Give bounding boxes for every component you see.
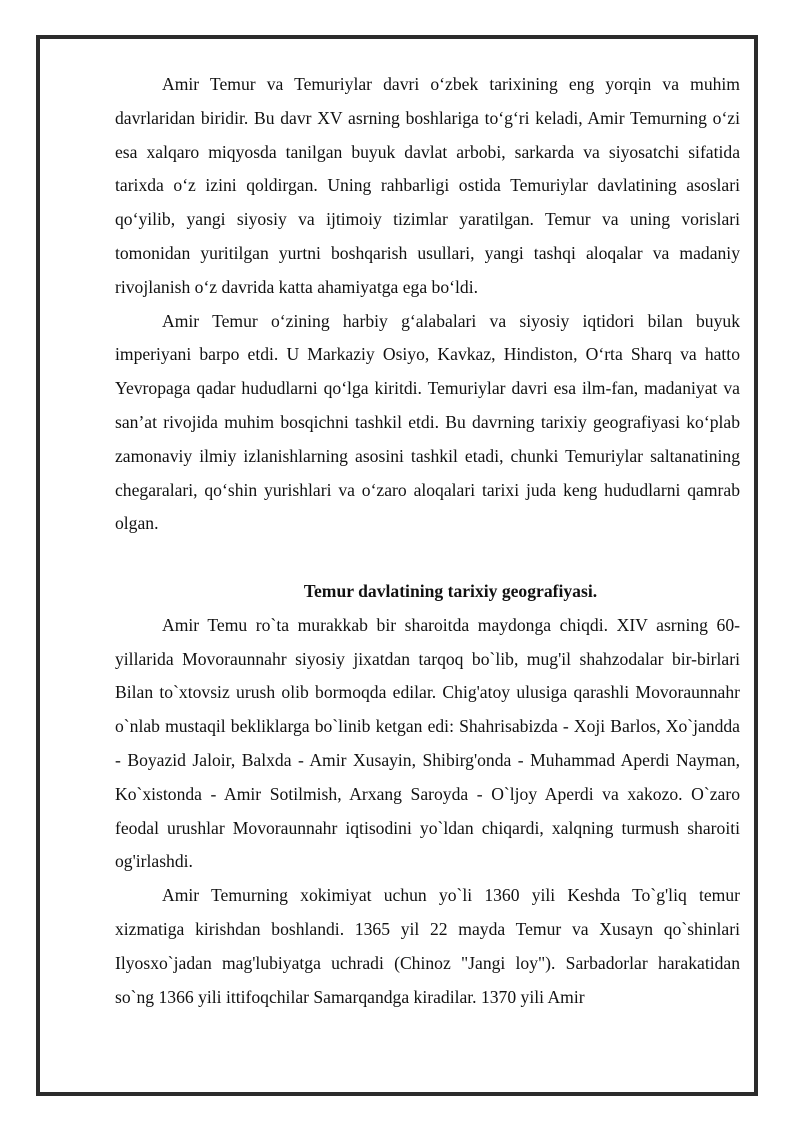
section-paragraph-2: Amir Temurning xokimiyat uchun yo`li 1360 yili Keshda To`g'liq temur xizmatiga kirishdan boshlandi. 1365 yil 22 mayda Temur va Xusayn qo`shinlari Ilyosxo`jadan mag'lubiyatga uchradi (Chinoz "Jangi loy"). Sarbadorlar harakatidan so`ng 1366 yili ittifoqchilar Samarqandga kiradilar. 1370 yili Amir — [115, 885, 740, 1007]
blank-line — [115, 541, 740, 575]
intro-paragraph-1: Amir Temur va Temuriylar davri o‘zbek tarixining eng yorqin va muhim davrlaridan biridir. Bu davr XV asrning boshlariga to‘g‘ri keladi, Amir Temurning o‘zi esa xalqaro miqyosda tanilgan buyuk davlat arbobi, sarkarda va siyosatchi sifatida tarixda o‘z izini qoldirgan. Uning rahbarligi ostida Temuriylar davlatining asoslari qo‘yilib, yangi siyosiy va ijtimoiy tizimlar yaratilgan. Temur va uning vorislari tomonidan yuritilgan yurtni boshqarish usullari, yangi tashqi aloqalar va madaniy rivojlanish o‘z davrida katta ahamiyatga ega bo‘ldi. — [115, 74, 740, 297]
intro-paragraph-2: Amir Temur o‘zining harbiy g‘alabalari va siyosiy iqtidori bilan buyuk imperiyani barpo etdi. U Markaziy Osiyo, Kavkaz, Hindiston, O‘rta Sharq va hatto Yevropaga qadar hududlarni qo‘lga kiritdi. Temuriylar davri esa ilm-fan, madaniyat va san’at rivojida muhim bosqichni tashkil etdi. Bu davrning tarixiy geografiyasi ko‘plab zamonaviy ilmiy izlanishlarning asosini tashkil etadi, chunki Temuriylar saltanatining chegaralari, qo‘shin yurishlari va o‘zaro aloqalari tarixi juda keng hududlarni qamrab olgan. — [115, 310, 740, 534]
section-paragraph-1: Amir Temu ro`ta murakkab bir sharoitda maydonga chiqdi. XIV asrning 60-yillarida Movoraunnahr siyosiy jixatdan tarqoq bo`lib, mug'il shahzodalar bir-birlari Bilan to`xtovsiz urush olib bormoqda edilar. Chig'atoy ulusiga qarashli Movoraunnahr o`nlab mustaqil bekliklarga bo`linib ketgan edi: Shahrisabizda - Xoji Barlos, Xo`jandda - Boyazid Jaloir, Balxda - Amir Xusayin, Shibirg'onda - Muhammad Aperdi Nayman, Ko`xistonda - Amir Sotilmish, Arxang Saroyda - O`ljoy Aperdi va xakozo. O`zaro feodal urushlar Movoraunnahr iqtisodini yo`ldan chiqardi, xalqning turmush sharoiti og'irlashdi. — [115, 614, 740, 872]
document-body — [115, 68, 740, 1014]
section-title: Temur davlatining tarixiy geografiyasi. — [303, 580, 598, 601]
